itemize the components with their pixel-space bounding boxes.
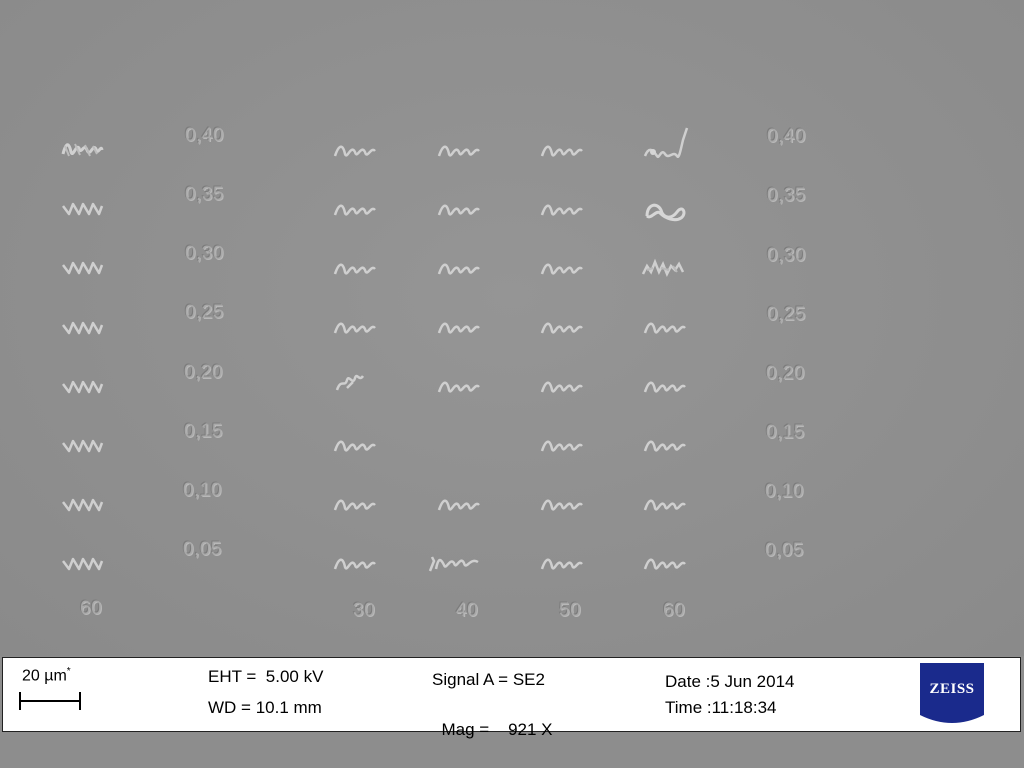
bottom-value-label: 60	[80, 598, 103, 619]
helix-structure	[437, 260, 481, 280]
scale-bar-text: 20 µm	[22, 667, 67, 685]
time-value: Time :11:18:34	[665, 698, 777, 717]
left-value-label: 0,20	[184, 362, 223, 383]
right-value-label: 0,10	[765, 481, 804, 502]
helix-structure	[641, 258, 685, 278]
signal-value: Signal A = SE2	[432, 670, 545, 689]
helix-structure	[437, 319, 481, 339]
helix-structure	[540, 319, 584, 339]
left-value-label: 0,05	[183, 539, 222, 560]
right-value-label: 0,05	[765, 540, 804, 561]
helix-structure	[60, 494, 104, 514]
helix-structure	[437, 496, 481, 516]
left-value-label: 0,30	[185, 243, 224, 264]
zeiss-logo-text: ZEISS	[929, 681, 975, 697]
bottom-value-label: 50	[559, 600, 582, 621]
right-value-label: 0,15	[766, 422, 805, 443]
helix-structure	[437, 378, 481, 398]
helix-structure	[60, 435, 104, 455]
scale-bar-tick-right	[79, 692, 81, 710]
helix-structure	[60, 140, 104, 160]
helix-structure	[333, 372, 377, 392]
mag-prefix: Mag =	[441, 720, 494, 739]
right-value-label: 0,25	[767, 304, 806, 325]
left-value-label: 0,35	[185, 184, 224, 205]
helix-structure	[540, 496, 584, 516]
helix-structure	[643, 378, 687, 398]
left-value-label: 0,15	[184, 421, 223, 442]
mag-number: 921 X	[508, 720, 553, 739]
scale-bar	[19, 700, 80, 702]
right-value-label: 0,30	[767, 245, 806, 266]
helix-structure	[333, 201, 377, 221]
left-value-label: 0,25	[185, 302, 224, 323]
helix-structure	[333, 319, 377, 339]
mag-value	[432, 700, 553, 740]
scale-bar-label	[22, 666, 71, 685]
right-value-label: 0,35	[767, 185, 806, 206]
helix-structure	[60, 317, 104, 337]
helix-structure	[333, 437, 377, 457]
helix-structure	[540, 142, 584, 162]
bottom-value-label: 40	[456, 600, 479, 621]
helix-structure	[333, 260, 377, 280]
helix-structure	[333, 555, 377, 575]
helix-structure	[60, 198, 104, 218]
date-value: Date :5 Jun 2014	[665, 672, 795, 691]
helix-structure	[540, 260, 584, 280]
right-value-label: 0,20	[766, 363, 805, 384]
scale-bar-tick-left	[19, 692, 21, 710]
helix-structure	[333, 496, 377, 516]
eht-value: EHT = 5.00 kV	[208, 667, 324, 686]
helix-structure	[540, 201, 584, 221]
helix-structure	[60, 553, 104, 573]
left-value-label: 0,40	[185, 125, 224, 146]
helix-structure	[643, 319, 687, 339]
helix-structure	[643, 555, 687, 575]
helix-structure	[437, 142, 481, 162]
wd-value: WD = 10.1 mm	[208, 698, 322, 717]
bottom-value-label: 30	[353, 600, 376, 621]
helix-structure	[60, 376, 104, 396]
helix-structure	[643, 437, 687, 457]
bottom-value-label: 60	[663, 600, 686, 621]
scale-bar-marker: *	[66, 666, 71, 677]
helix-structure	[540, 378, 584, 398]
helix-structure	[60, 257, 104, 277]
helix-structure	[643, 496, 687, 516]
left-value-label: 0,10	[183, 480, 222, 501]
helix-structure	[437, 201, 481, 221]
helix-structure	[643, 198, 687, 224]
helix-structure	[333, 142, 377, 162]
helix-structure	[540, 555, 584, 575]
helix-structure	[540, 437, 584, 457]
helix-structure	[428, 553, 480, 573]
helix-structure	[643, 126, 687, 162]
right-value-label: 0,40	[767, 126, 806, 147]
